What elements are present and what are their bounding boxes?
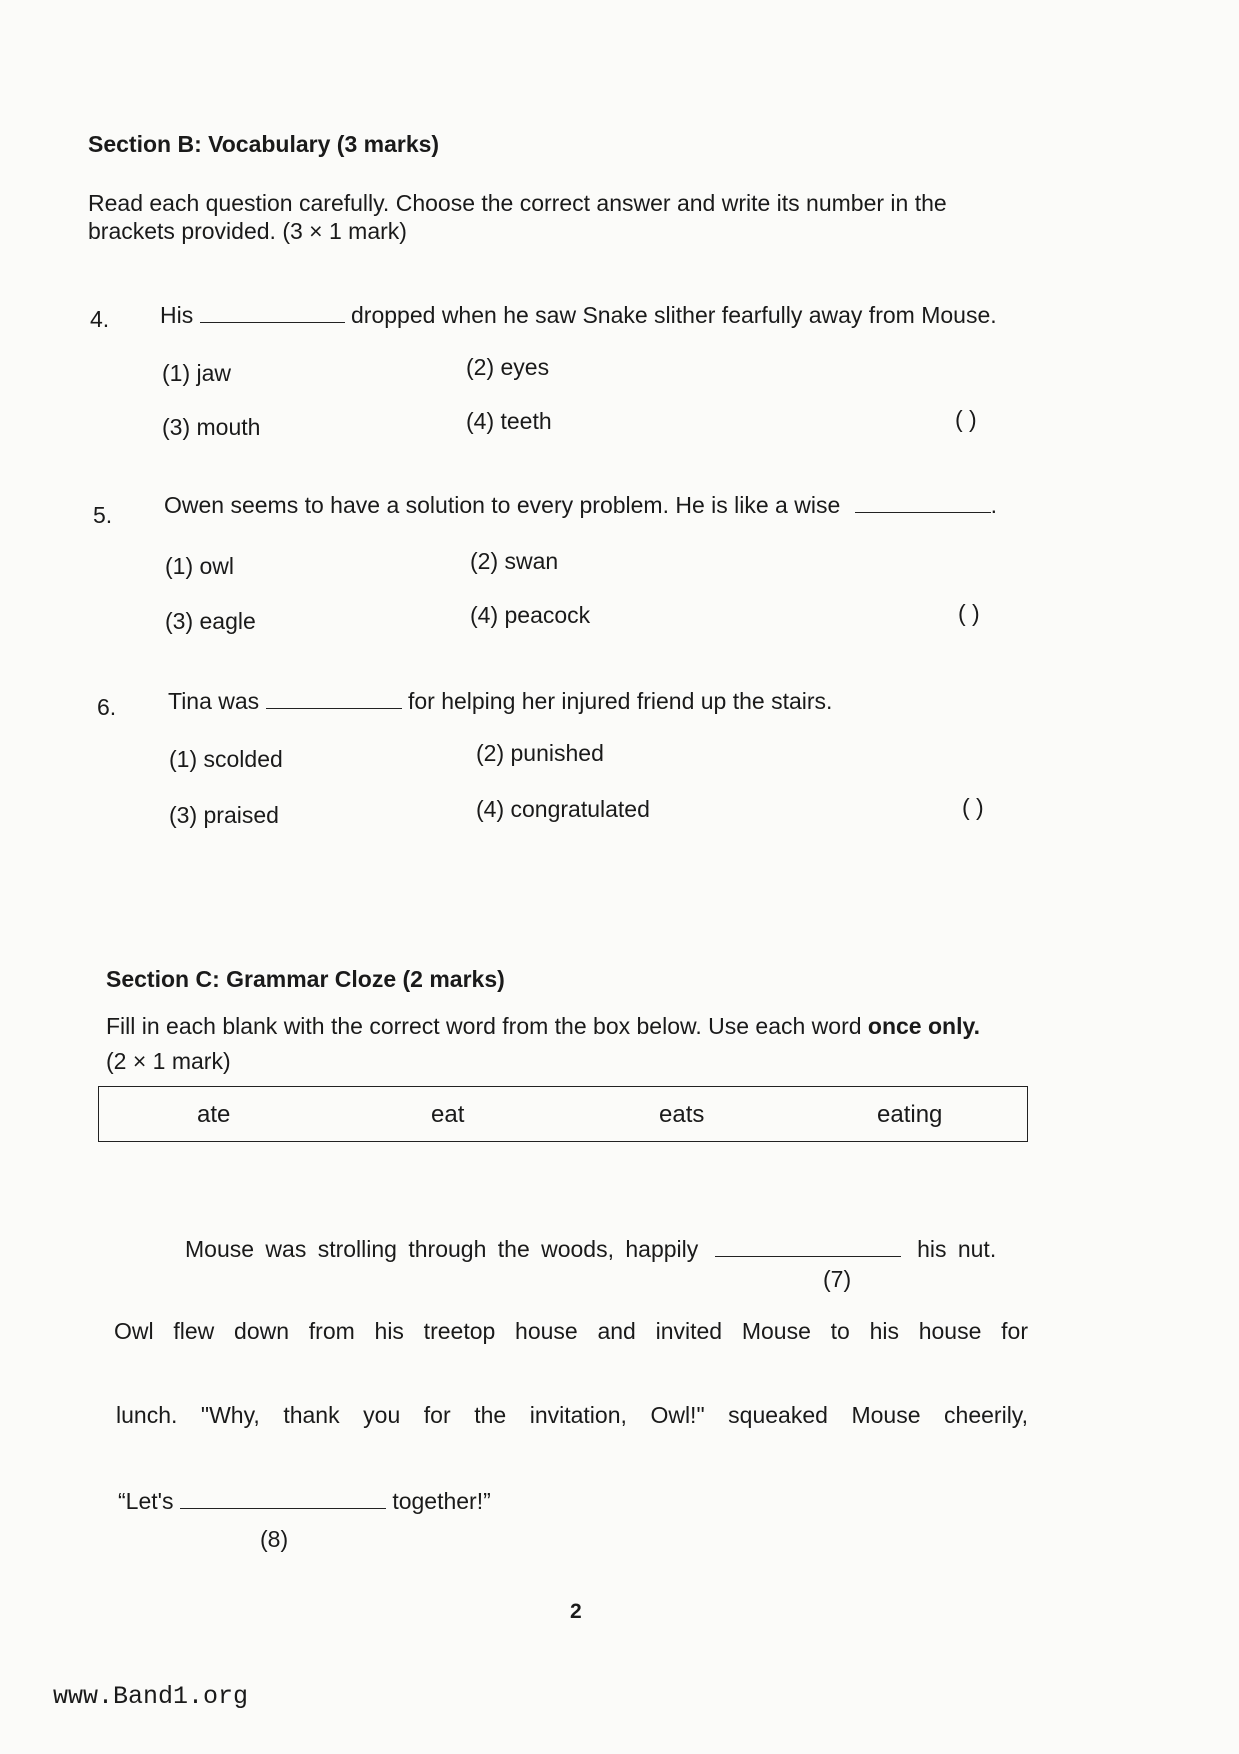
instruction-emphasis: once only. [867,1013,980,1039]
stem-after: for helping her injured friend up the stairs. [407,688,833,714]
answer-bracket: ( ) [962,794,984,820]
option-4: (4) peacock [470,602,591,628]
footer-url: www.Band1.org [53,1682,249,1711]
option-3: (3) praised [169,802,279,828]
passage-line-4 [118,1488,491,1515]
passage-line-1 [185,1236,996,1263]
option-4: (4) teeth [466,408,552,434]
question-number: 4. [90,306,110,332]
option-2: (2) swan [470,548,559,574]
passage-line-2: Owl flew down from his treetop house and invited Mouse to his house for [114,1318,1028,1344]
passage-text: together!” [392,1488,491,1514]
option-2: (2) punished [476,740,604,766]
answer-blank [266,704,402,709]
word-eats: eats [659,1101,705,1128]
answer-blank-7 [715,1252,901,1257]
page-number: 2 [570,1600,582,1623]
answer-blank [200,318,345,323]
answer-bracket: ( ) [955,406,977,432]
question-number: 6. [97,694,117,720]
section-c-instruction-line2: (2 × 1 mark) [106,1048,231,1074]
section-c-title: Section C: Grammar Cloze (2 marks) [106,966,505,992]
option-3: (3) eagle [165,608,256,634]
passage-text: his nut. [917,1236,997,1262]
passage-line-3: lunch. "Why, thank you for the invitation, Owl!" squeaked Mouse cheerily, [116,1402,1028,1428]
section-c-instruction-line1 [106,1013,980,1040]
option-1: (1) scolded [169,746,283,772]
option-1: (1) owl [165,553,235,579]
instruction-text: Fill in each blank with the correct word from the box below. Use each word [106,1013,868,1039]
stem-after: . [990,492,998,518]
passage-text: “Let's [118,1488,174,1514]
question-stem [164,492,997,519]
word-eat: eat [431,1101,465,1128]
blank-number-8: (8) [260,1526,289,1552]
option-4: (4) congratulated [476,796,650,822]
section-b-instruction-line2: brackets provided. (3 × 1 mark) [88,218,407,244]
section-b-instruction-line1: Read each question carefully. Choose the correct answer and write its number in the [88,190,947,216]
option-2: (2) eyes [466,354,550,380]
section-b-title: Section B: Vocabulary (3 marks) [88,131,440,157]
option-1: (1) jaw [162,360,232,386]
passage-text: Mouse was strolling through the woods, happily [185,1236,699,1262]
stem-after: dropped when he saw Snake slither fearfully away from Mouse. [351,302,997,328]
answer-blank [855,508,991,513]
question-stem [168,688,832,715]
word-box [98,1086,1028,1142]
option-3: (3) mouth [162,414,261,440]
answer-blank-8 [180,1504,386,1509]
stem-before: Tina was [168,688,260,714]
blank-number-7: (7) [823,1266,852,1292]
question-stem [160,302,997,329]
stem-before: His [160,302,194,328]
question-number: 5. [93,502,113,528]
word-ate: ate [197,1101,231,1128]
word-eating: eating [877,1101,943,1128]
answer-bracket: ( ) [958,600,980,626]
stem-before: Owen seems to have a solution to every problem. He is like a wise [164,492,841,518]
